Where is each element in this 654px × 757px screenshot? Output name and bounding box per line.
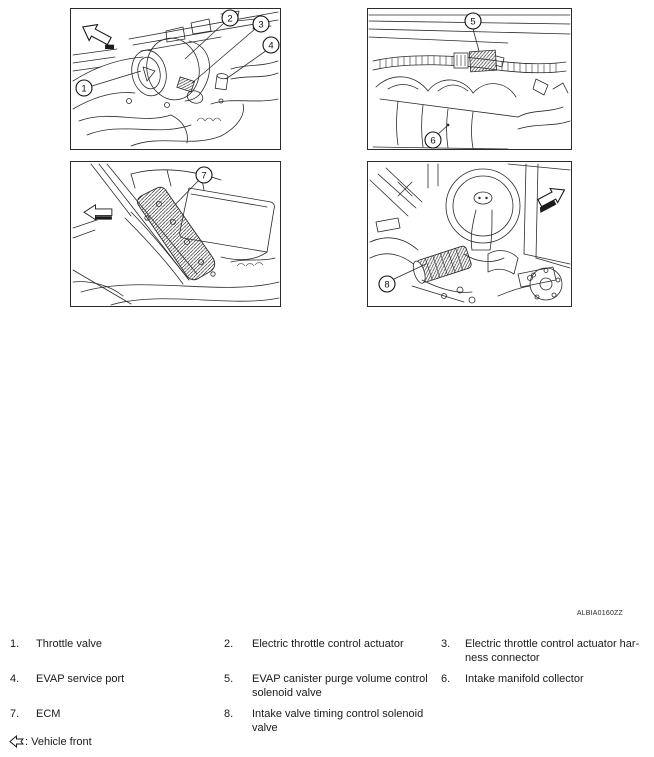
engine-line-art	[73, 164, 279, 305]
vehicle-front-arrow-icon	[532, 183, 568, 213]
vehicle-front-arrow-icon	[84, 205, 112, 220]
evap-service-port-part	[215, 73, 228, 90]
svg-text:7: 7	[201, 170, 207, 182]
engine-line-art	[73, 11, 278, 146]
intake-manifold-collector-part	[380, 99, 518, 117]
vehicle-front-label: : Vehicle front	[25, 735, 92, 748]
legend-item-2-number: 2.	[224, 638, 234, 650]
ecm-line-art	[71, 162, 280, 306]
svg-text:5: 5	[470, 16, 476, 28]
throttle-body-line-art	[71, 9, 280, 149]
svg-text:2: 2	[227, 13, 233, 25]
svg-text:1: 1	[81, 83, 87, 95]
legend-item-6-label: Intake manifold collector	[465, 673, 584, 685]
legend-row-3	[10, 707, 644, 735]
vehicle-front-arrow-icon	[9, 735, 24, 748]
engine-line-art	[370, 164, 570, 303]
callout-7	[196, 167, 212, 183]
vehicle-front-note	[9, 735, 92, 748]
legend-row-1	[10, 637, 644, 665]
legend-item-8-label: Intake valve timing control solenoid valve	[252, 708, 424, 734]
legend-item-4-label: EVAP service port	[36, 673, 125, 685]
legend-item-3-label: Electric throttle control actuator har- ness connector	[465, 638, 640, 664]
callout-1	[76, 80, 92, 96]
diagram-panel-purge-solenoid	[367, 8, 572, 150]
legend	[10, 637, 644, 742]
diagram-panel-valve-timing-solenoid	[367, 161, 572, 307]
svg-text:8: 8	[384, 279, 390, 291]
legend-item-1-number: 1.	[10, 638, 20, 650]
legend-item-5-label: EVAP canister purge volume control solenoid valve	[252, 673, 428, 699]
svg-text:6: 6	[430, 135, 436, 147]
engine-line-art	[369, 15, 570, 149]
callout-2	[222, 10, 238, 26]
legend-item-7-number: 7.	[10, 708, 20, 720]
harness-connector-part	[177, 77, 195, 92]
callout-5	[465, 13, 481, 29]
legend-item-7-label: ECM	[36, 708, 61, 720]
legend-item-8-number: 8.	[224, 708, 234, 720]
callout-6	[425, 132, 441, 148]
vehicle-front-arrow-icon	[79, 19, 121, 53]
svg-text:3: 3	[258, 19, 264, 31]
ecm-part	[125, 187, 215, 284]
engine-top-line-art	[368, 9, 571, 149]
legend-item-1-label: Throttle valve	[36, 638, 103, 650]
legend-item-2-label: Electric throttle control actuator	[252, 638, 404, 650]
engine-front-line-art	[368, 162, 571, 306]
legend-item-4-number: 4.	[10, 673, 20, 685]
legend-row-2	[10, 672, 644, 700]
diagram-panel-throttle-body	[70, 8, 281, 150]
callout-4	[263, 37, 279, 53]
callout-3	[253, 16, 269, 32]
diagram-panel-ecm	[70, 161, 281, 307]
legend-item-5-number: 5.	[224, 673, 234, 685]
valve-timing-solenoid-part	[411, 245, 472, 284]
svg-text:4: 4	[268, 40, 274, 52]
legend-item-6-number: 6.	[441, 673, 451, 685]
figure-code: ALBIA0160ZZ	[576, 610, 623, 617]
electric-throttle-control-actuator-part	[141, 33, 205, 104]
legend-item-3-number: 3.	[441, 638, 451, 650]
callout-8	[379, 276, 395, 292]
